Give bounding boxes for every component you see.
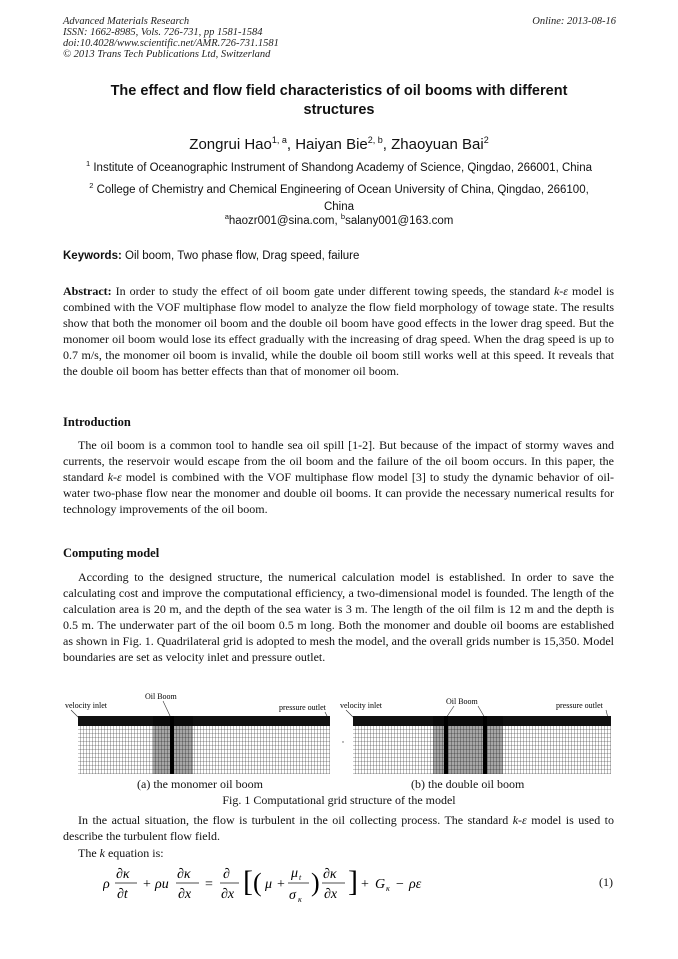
copyright: © 2013 Trans Tech Publications Ltd, Switzerland <box>63 49 271 60</box>
svg-text:∂x: ∂x <box>178 887 192 902</box>
grid-figure-monomer <box>63 690 338 780</box>
svg-text:∂x: ∂x <box>221 887 235 902</box>
svg-text:∂x: ∂x <box>324 887 338 902</box>
journal-header <box>63 16 279 60</box>
affiliation-2: $^2$ College of Chemistry and Chemical Engineering of Ocean University of China, Qingdao, 266100, China <box>89 181 589 213</box>
pressure-outlet-label: pressure outlet <box>279 703 326 712</box>
author-list: Zongrui Hao$^{1, a}$, Haiyan Bie$^{2, b}$, Zhaoyuan Bai$^2$ <box>189 135 489 153</box>
svg-text:+: + <box>361 877 369 892</box>
velocity-inlet-label: velocity inlet <box>340 701 382 710</box>
svg-text:(: ( <box>253 868 262 897</box>
svg-text:∂: ∂ <box>223 867 230 882</box>
svg-text:+: + <box>143 877 151 892</box>
svg-text:σ: σ <box>289 888 296 903</box>
oil-boom-marker <box>483 716 487 774</box>
abstract: Abstract: In order to study the effect of oil boom gate under different towing speeds, the standard k-ε model is combined with the VOF multiphase flow model to analyze the flow field morphology of towage state. The results show that both the monomer oil boom and the double oil boom have good effects in the lower drag speed. But the monomer oil boom would lose its effect gradually with the increasing of drag speed. When the drag speed is up to 0.7 m/s, the monomer oil boom is invalid, while the double oil boom still works well at this speed. It reveals that the double oil boom has better effects than that of monomer oil boom. <box>63 284 615 379</box>
svg-text:κ: κ <box>298 895 302 904</box>
paper-title: The effect and flow field characteristics of oil booms with different structures <box>110 83 568 118</box>
svg-text:ρu: ρu <box>155 877 169 892</box>
svg-text:∂κ: ∂κ <box>177 867 191 882</box>
subcaption-a: (a) the monomer oil boom <box>137 777 263 791</box>
section-heading-introduction: Introduction <box>63 415 131 429</box>
k-equation-intro: The k equation is: <box>78 846 164 860</box>
svg-text:ρ: ρ <box>103 877 110 892</box>
email-link[interactable]: haozr001@sina.com <box>228 214 335 227</box>
svg-text:∂t: ∂t <box>117 887 128 902</box>
subcaption-b: (b) the double oil boom <box>411 777 525 791</box>
velocity-inlet-label: velocity inlet <box>65 701 107 710</box>
svg-text:]: ] <box>348 865 358 898</box>
computing-model-text: According to the designed structure, the numerical calculation model is established. In order to save the calculating cost and improve the computational efficiency, a two-dimensional model is founded. The length of the calculation area is 20 m, and the depth of the sea water is 3 m. The length of the oil film is 12 m and the depth is 0.5 m. The underwater part of the oil boom 0.5 m long. Both the monomer and double oil booms are established as shown in Fig. 1. Quadrilateral grid is adopted to mesh the model, and the overall grids number is 15,350. Model boundaries are set as velocity inlet and pressure outlet. <box>63 570 614 665</box>
svg-text:t: t <box>299 873 302 882</box>
journal-name: Advanced Materials Research <box>63 16 190 27</box>
issn: ISSN: 1662-8985, Vols. 726-731, pp 1581-1584 <box>63 27 263 38</box>
svg-text:κ: κ <box>386 884 390 893</box>
equation-number: (1) <box>599 875 613 889</box>
svg-text:G: G <box>375 877 386 892</box>
svg-text:∂κ: ∂κ <box>323 867 337 882</box>
oil-boom-label: Oil Boom <box>145 692 177 701</box>
grid-figure-double <box>338 690 615 780</box>
svg-text:=: = <box>205 877 213 892</box>
author-emails: $^a$haozr001@sina.com, $^b$salany001@163.com <box>224 212 454 227</box>
svg-text:): ) <box>311 868 320 897</box>
svg-text:μ: μ <box>265 877 273 892</box>
keywords: Keywords: Oil boom, Two phase flow, Drag speed, failure <box>63 250 360 262</box>
svg-text:∂κ: ∂κ <box>116 867 130 882</box>
author-name: Zhaoyuan Bai <box>391 136 484 153</box>
svg-text:[: [ <box>243 865 253 898</box>
oil-boom-marker <box>444 716 448 774</box>
svg-text:+: + <box>277 877 285 892</box>
email-link[interactable]: salany001@163.com <box>345 214 454 227</box>
k-equation <box>103 858 523 908</box>
pressure-outlet-label: pressure outlet <box>556 701 603 710</box>
oil-boom-label: Oil Boom <box>446 697 478 706</box>
introduction-text: The oil boom is a common tool to handle sea oil spill [1-2]. But because of the impact of stormy waves and currents, the reservoir would escape from the oil boom and the failure of the oil boom occurs. In this paper, the standard k-ε model is combined with the VOF multiphase flow model [3] to study the dynamic behavior of oil-water two-phase flow near the monomer and double oil booms. It can provide the necessary numerical results for technology improvements of the oil boom. <box>63 438 615 517</box>
figure-caption: Fig. 1 Computational grid structure of the model <box>222 793 456 807</box>
doi: doi:10.4028/www.scientific.net/AMR.726-731.1581 <box>63 38 279 49</box>
svg-text:ρε: ρε <box>409 877 422 892</box>
author-name: Zongrui Hao <box>189 136 272 153</box>
section-heading-computing-model: Computing model <box>63 546 160 560</box>
online-date: Online: 2013-08-16 <box>532 16 616 27</box>
svg-text:μ: μ <box>291 866 299 881</box>
oil-boom-marker <box>170 716 174 774</box>
turbulence-text: In the actual situation, the flow is turbulent in the oil collecting process. The standard k-ε model is used to describe the turbulent flow field. <box>63 813 615 844</box>
svg-text:−: − <box>396 877 404 892</box>
affiliation-1: $^1$ Institute of Oceanographic Instrument of Shandong Academy of Science, Qingdao, 266001, China <box>85 159 593 174</box>
author-name: Haiyan Bie <box>295 136 368 153</box>
abstract-label: Abstract: <box>63 284 112 298</box>
